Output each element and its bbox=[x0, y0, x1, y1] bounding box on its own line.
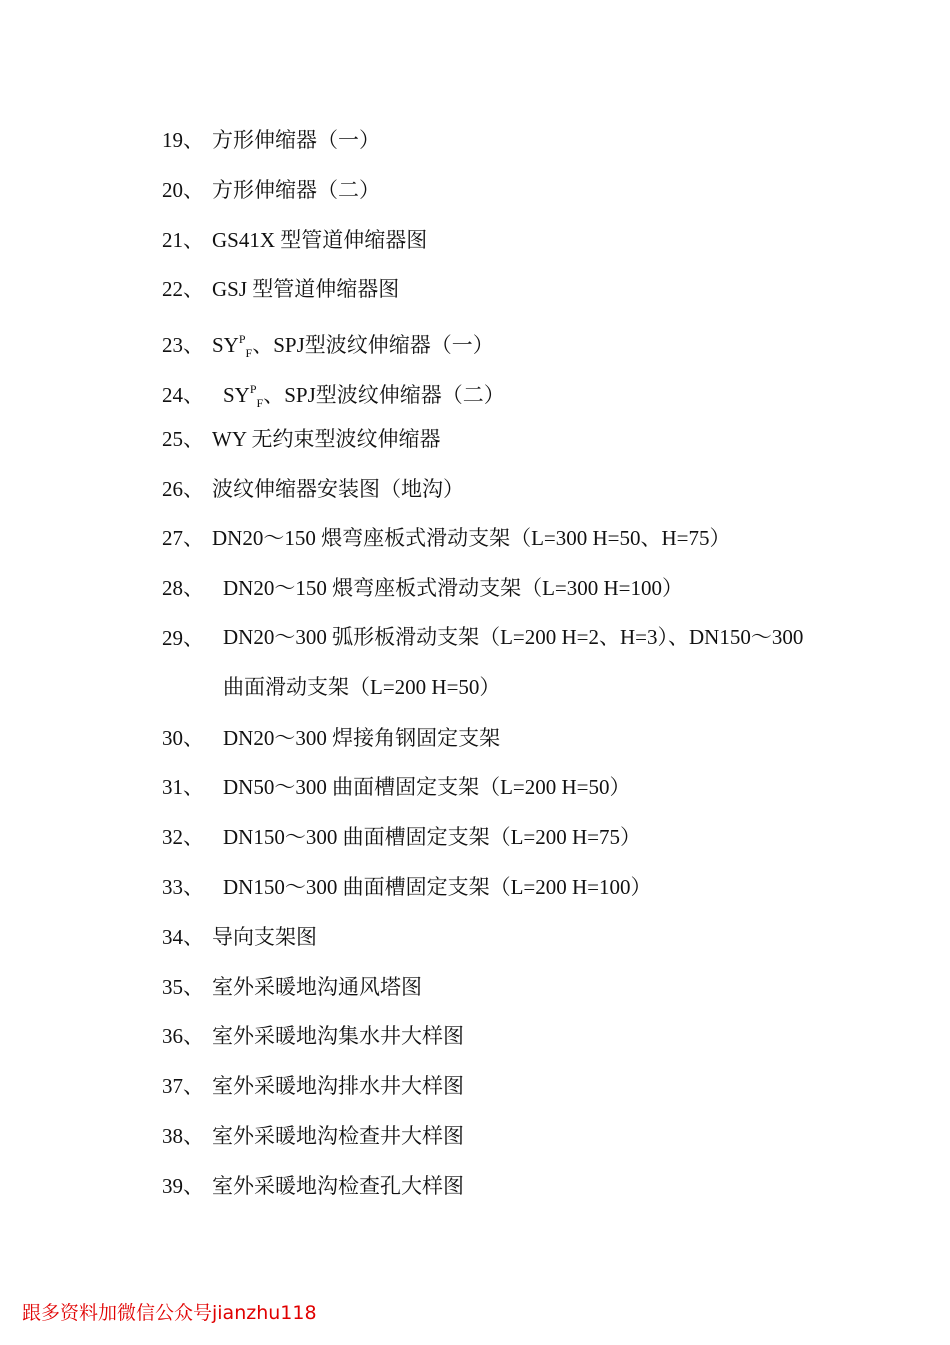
toc-number: 39、 bbox=[162, 1173, 204, 1198]
superscript: P bbox=[249, 381, 257, 396]
toc-number: 32、 bbox=[162, 825, 204, 850]
toc-title: 室外采暖地沟检查井大样图 bbox=[212, 1123, 464, 1148]
toc-title: 波纹伸缩器安装图（地沟） bbox=[212, 476, 464, 501]
toc-title: GS41X 型管道伸缩器图 bbox=[212, 227, 428, 252]
title-suffix: 、SPJ型波纹伸缩器（一） bbox=[252, 333, 494, 358]
toc-title: 方形伸缩器（一） bbox=[212, 128, 380, 152]
toc-title: DN150～300 曲面槽固定支架（L=200 H=100） bbox=[223, 874, 652, 899]
toc-item-19 bbox=[162, 120, 862, 170]
toc-item-21 bbox=[162, 220, 862, 270]
toc-title: WY 无约束型波纹伸缩器 bbox=[212, 426, 441, 451]
toc-item-29 bbox=[162, 618, 862, 718]
toc-title: 室外采暖地沟通风塔图 bbox=[212, 974, 422, 999]
toc-number: 20、 bbox=[162, 177, 204, 202]
toc-number: 23、 bbox=[162, 333, 204, 358]
toc-title: 室外采暖地沟检查孔大样图 bbox=[212, 1173, 464, 1198]
toc-number: 38、 bbox=[162, 1123, 204, 1148]
toc-number: 29、 bbox=[162, 625, 204, 650]
toc-number: 21、 bbox=[162, 227, 204, 252]
toc-item-22 bbox=[162, 269, 862, 319]
toc-item-20 bbox=[162, 170, 862, 220]
toc-title bbox=[212, 369, 505, 423]
toc-item-37 bbox=[162, 1066, 862, 1116]
toc-title: 室外采暖地沟集水井大样图 bbox=[212, 1024, 464, 1049]
toc-item-26 bbox=[162, 469, 862, 519]
toc-number: 30、 bbox=[162, 725, 204, 750]
toc-item-36 bbox=[162, 1016, 862, 1066]
toc-number: 25、 bbox=[162, 426, 204, 451]
toc-title: DN150～300 曲面槽固定支架（L=200 H=75） bbox=[223, 825, 642, 850]
toc-title: DN20～300 弧形板滑动支架（L=200 H=2、H=3）、DN150～300 曲面滑动支架（L=200 H=50） bbox=[223, 625, 804, 699]
table-of-contents bbox=[162, 120, 862, 1216]
toc-item-33 bbox=[162, 867, 862, 917]
superscript: P bbox=[238, 332, 246, 347]
toc-number: 31、 bbox=[162, 775, 204, 800]
toc-title: 室外采暖地沟排水井大样图 bbox=[212, 1074, 464, 1099]
toc-item-38 bbox=[162, 1116, 862, 1166]
toc-title: DN20～300 焊接角钢固定支架 bbox=[223, 725, 501, 750]
title-prefix: SY bbox=[212, 333, 239, 358]
toc-number: 19、 bbox=[162, 128, 204, 152]
toc-title: DN20～150 煨弯座板式滑动支架（L=300 H=100） bbox=[223, 576, 684, 601]
title-prefix: SY bbox=[223, 382, 250, 407]
subscript: F bbox=[245, 346, 253, 361]
toc-title bbox=[212, 319, 494, 373]
title-suffix: 、SPJ型波纹伸缩器（二） bbox=[263, 382, 505, 407]
toc-number: 37、 bbox=[162, 1074, 204, 1099]
toc-title: DN50～300 曲面槽固定支架（L=200 H=50） bbox=[223, 775, 631, 800]
toc-item-27 bbox=[162, 518, 862, 568]
toc-number: 28、 bbox=[162, 576, 204, 601]
toc-number: 26、 bbox=[162, 476, 204, 501]
toc-number: 22、 bbox=[162, 277, 204, 302]
toc-title: 方形伸缩器（二） bbox=[212, 177, 380, 202]
toc-item-32 bbox=[162, 817, 862, 867]
toc-number: 33、 bbox=[162, 874, 204, 899]
toc-item-34 bbox=[162, 917, 862, 967]
toc-item-35 bbox=[162, 967, 862, 1017]
toc-item-23 bbox=[162, 319, 862, 369]
toc-item-24 bbox=[162, 369, 862, 419]
toc-number: 34、 bbox=[162, 924, 204, 949]
toc-title: DN20～150 煨弯座板式滑动支架（L=300 H=50、H=75） bbox=[212, 526, 731, 551]
toc-title: 导向支架图 bbox=[212, 924, 317, 949]
subscript: F bbox=[256, 395, 264, 410]
watermark-text: 跟多资料加微信公众号jianzhu118 bbox=[22, 1302, 317, 1324]
toc-item-28 bbox=[162, 568, 862, 618]
toc-item-31 bbox=[162, 767, 862, 817]
toc-title: GSJ 型管道伸缩器图 bbox=[212, 277, 400, 302]
toc-number: 36、 bbox=[162, 1024, 204, 1049]
toc-item-39 bbox=[162, 1166, 862, 1216]
toc-item-25 bbox=[162, 419, 862, 469]
toc-number: 24、 bbox=[162, 382, 204, 407]
toc-number: 35、 bbox=[162, 974, 204, 999]
toc-item-30 bbox=[162, 718, 862, 768]
toc-number: 27、 bbox=[162, 526, 204, 551]
